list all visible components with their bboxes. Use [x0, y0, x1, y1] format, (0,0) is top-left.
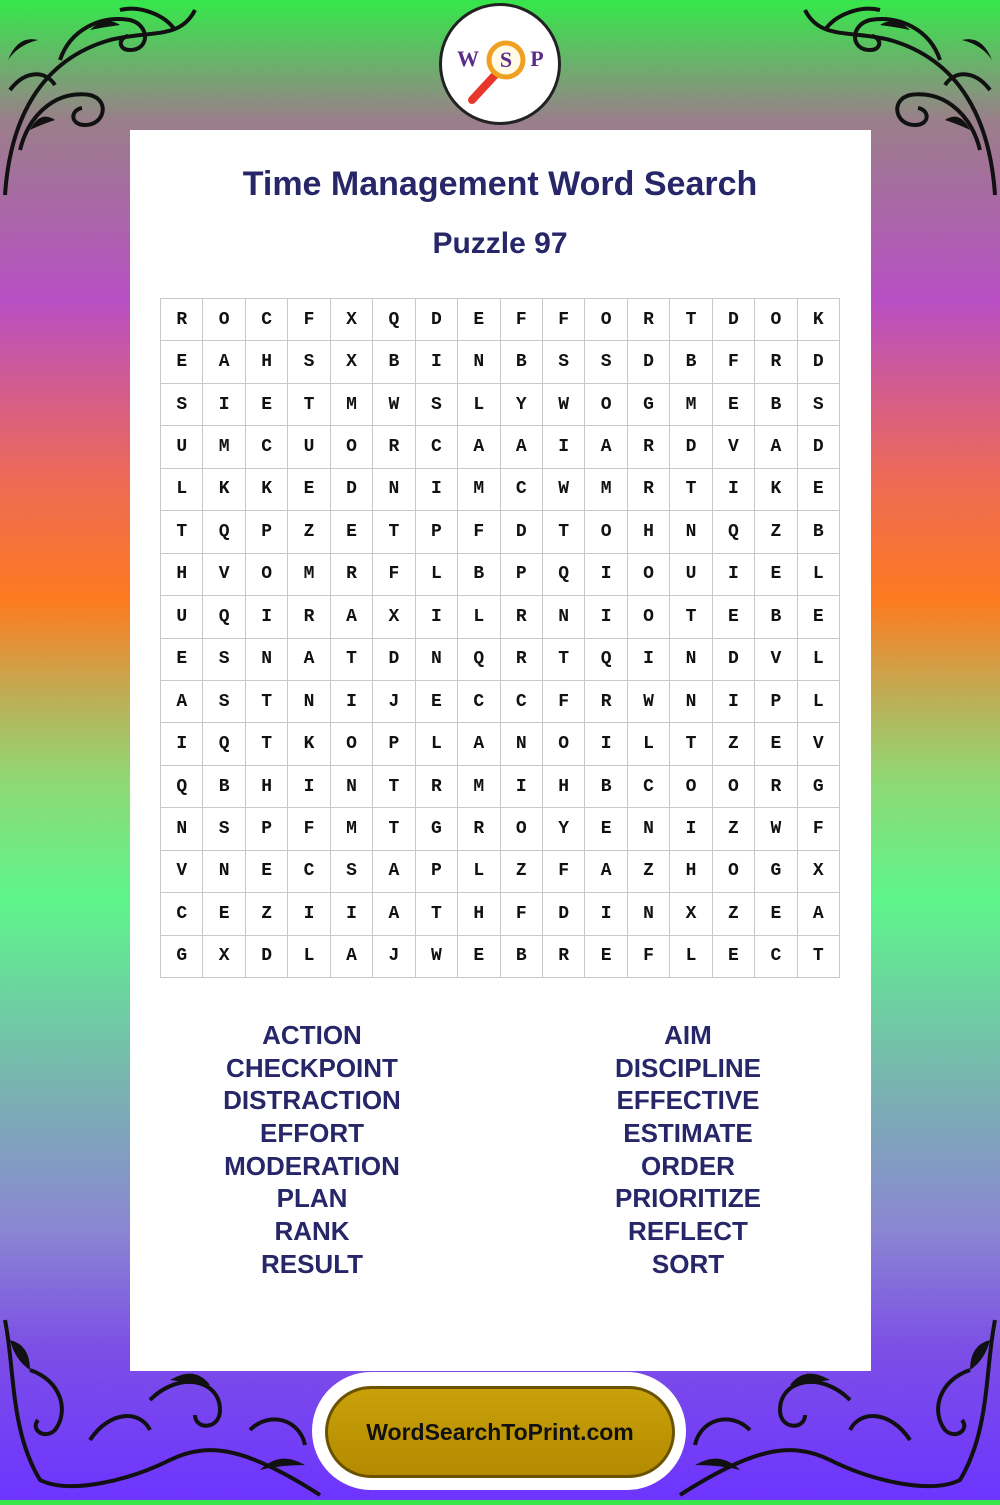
grid-cell[interactable]: I — [331, 893, 373, 935]
grid-cell[interactable]: H — [628, 511, 670, 553]
grid-cell[interactable]: O — [628, 554, 670, 596]
grid-cell[interactable]: Z — [501, 851, 543, 893]
grid-cell[interactable]: B — [798, 511, 840, 553]
grid-cell[interactable]: B — [501, 341, 543, 383]
grid-cell[interactable]: T — [670, 723, 712, 765]
grid-cell[interactable]: B — [755, 384, 797, 426]
grid-cell[interactable]: A — [585, 851, 627, 893]
grid-cell[interactable]: T — [373, 808, 415, 850]
grid-cell[interactable]: A — [458, 426, 500, 468]
grid-cell[interactable]: N — [670, 681, 712, 723]
grid-cell[interactable]: R — [501, 639, 543, 681]
grid-cell[interactable]: F — [713, 341, 755, 383]
grid-cell[interactable]: Q — [203, 596, 245, 638]
grid-cell[interactable]: H — [543, 766, 585, 808]
grid-cell[interactable]: E — [713, 384, 755, 426]
grid-cell[interactable]: T — [161, 511, 203, 553]
grid-cell[interactable]: N — [416, 639, 458, 681]
grid-cell[interactable]: C — [501, 681, 543, 723]
grid-cell[interactable]: J — [373, 936, 415, 978]
grid-cell[interactable]: V — [798, 723, 840, 765]
grid-cell[interactable]: M — [458, 469, 500, 511]
word-list-item: PLAN — [276, 1183, 348, 1214]
grid-cell[interactable]: C — [246, 426, 288, 468]
grid-cell[interactable]: A — [373, 893, 415, 935]
grid-cell[interactable]: P — [755, 681, 797, 723]
grid-cell[interactable]: S — [161, 384, 203, 426]
grid-cell[interactable]: D — [798, 426, 840, 468]
grid-cell[interactable]: F — [458, 511, 500, 553]
grid-cell[interactable]: E — [713, 936, 755, 978]
grid-cell[interactable]: C — [288, 851, 330, 893]
grid-cell[interactable]: D — [798, 341, 840, 383]
grid-cell[interactable]: O — [585, 299, 627, 341]
grid-cell[interactable]: P — [416, 851, 458, 893]
word-list-item: PRIORITIZE — [615, 1183, 761, 1214]
grid-cell[interactable]: F — [543, 681, 585, 723]
grid-cell[interactable]: I — [543, 426, 585, 468]
grid-cell[interactable]: H — [161, 554, 203, 596]
grid-cell[interactable]: G — [628, 384, 670, 426]
grid-cell[interactable]: Q — [203, 511, 245, 553]
grid-cell[interactable]: W — [628, 681, 670, 723]
word-list-item: ESTIMATE — [623, 1118, 753, 1149]
grid-cell[interactable]: O — [713, 766, 755, 808]
grid-cell[interactable]: U — [161, 426, 203, 468]
grid-cell[interactable]: L — [458, 596, 500, 638]
grid-cell[interactable]: I — [501, 766, 543, 808]
grid-cell[interactable]: O — [628, 596, 670, 638]
grid-cell[interactable]: T — [543, 511, 585, 553]
word-list-item: SORT — [651, 1248, 725, 1279]
grid-cell[interactable]: E — [246, 851, 288, 893]
grid-cell[interactable]: Z — [755, 511, 797, 553]
grid-cell[interactable]: A — [331, 936, 373, 978]
website-link-button[interactable]: WordSearchToPrint.com — [325, 1386, 675, 1478]
word-list-item: AIM — [664, 1020, 712, 1050]
grid-cell[interactable]: E — [755, 554, 797, 596]
grid-cell[interactable]: T — [543, 639, 585, 681]
grid-cell[interactable]: U — [288, 426, 330, 468]
grid-cell[interactable]: C — [161, 893, 203, 935]
grid-cell[interactable]: N — [458, 341, 500, 383]
grid-cell[interactable]: G — [416, 808, 458, 850]
grid-cell[interactable]: D — [543, 893, 585, 935]
grid-cell[interactable]: A — [373, 851, 415, 893]
grid-cell[interactable]: O — [585, 384, 627, 426]
grid-cell[interactable]: M — [585, 469, 627, 511]
grid-cell[interactable]: D — [416, 299, 458, 341]
word-list-item: DISTRACTION — [223, 1085, 401, 1116]
grid-cell[interactable]: S — [203, 808, 245, 850]
grid-cell[interactable]: L — [670, 936, 712, 978]
word-list-item: ORDER — [641, 1150, 735, 1181]
grid-cell[interactable]: Z — [713, 808, 755, 850]
grid-cell[interactable]: R — [501, 596, 543, 638]
grid-cell[interactable]: B — [501, 936, 543, 978]
grid-cell[interactable]: L — [458, 851, 500, 893]
grid-cell[interactable]: L — [798, 554, 840, 596]
grid-cell[interactable]: B — [373, 341, 415, 383]
grid-cell[interactable]: C — [458, 681, 500, 723]
grid-cell[interactable]: E — [585, 808, 627, 850]
grid-cell[interactable]: V — [713, 426, 755, 468]
grid-cell[interactable]: P — [501, 554, 543, 596]
grid-cell[interactable]: I — [585, 723, 627, 765]
grid-cell[interactable]: N — [288, 681, 330, 723]
grid-cell[interactable]: W — [373, 384, 415, 426]
grid-cell[interactable]: G — [798, 766, 840, 808]
grid-cell[interactable]: I — [288, 893, 330, 935]
grid-cell[interactable]: E — [161, 341, 203, 383]
word-list-right — [538, 1019, 838, 1281]
grid-cell[interactable]: O — [331, 723, 373, 765]
word-list-item: REFLECT — [628, 1216, 748, 1247]
grid-cell[interactable]: A — [585, 426, 627, 468]
grid-cell[interactable]: A — [458, 723, 500, 765]
grid-cell[interactable]: I — [713, 469, 755, 511]
grid-cell[interactable]: K — [798, 299, 840, 341]
grid-cell[interactable]: L — [416, 723, 458, 765]
grid-cell[interactable]: O — [203, 299, 245, 341]
grid-cell[interactable]: M — [670, 384, 712, 426]
grid-cell[interactable]: F — [543, 851, 585, 893]
grid-cell[interactable]: N — [628, 808, 670, 850]
grid-cell[interactable]: B — [585, 766, 627, 808]
grid-cell[interactable]: F — [501, 299, 543, 341]
grid-cell[interactable]: H — [458, 893, 500, 935]
grid-cell[interactable]: D — [373, 639, 415, 681]
grid-cell[interactable]: M — [331, 808, 373, 850]
grid-cell[interactable]: I — [416, 596, 458, 638]
grid-cell[interactable]: N — [628, 893, 670, 935]
grid-cell[interactable]: T — [373, 766, 415, 808]
grid-cell[interactable]: Q — [458, 639, 500, 681]
grid-cell[interactable]: Q — [713, 511, 755, 553]
grid-cell[interactable]: F — [628, 936, 670, 978]
grid-cell[interactable]: Q — [161, 766, 203, 808]
grid-cell[interactable]: N — [203, 851, 245, 893]
grid-cell[interactable]: R — [458, 808, 500, 850]
grid-cell[interactable]: M — [288, 554, 330, 596]
word-list-item: EFFECTIVE — [616, 1085, 760, 1116]
grid-cell[interactable]: A — [501, 426, 543, 468]
page-title: Time Management Word Search — [242, 165, 758, 203]
grid-cell[interactable]: E — [713, 596, 755, 638]
grid-cell[interactable]: D — [501, 511, 543, 553]
grid-cell[interactable]: L — [628, 723, 670, 765]
logo-letter-s: S — [499, 47, 513, 72]
grid-cell[interactable]: U — [161, 596, 203, 638]
grid-cell[interactable]: X — [203, 936, 245, 978]
word-list-item: CHECKPOINT — [226, 1052, 398, 1083]
grid-cell[interactable]: Q — [585, 639, 627, 681]
grid-cell[interactable]: X — [373, 596, 415, 638]
grid-cell[interactable]: P — [246, 511, 288, 553]
logo-letter-w: W — [457, 46, 479, 71]
grid-cell[interactable]: C — [628, 766, 670, 808]
grid-cell[interactable]: I — [585, 893, 627, 935]
grid-cell[interactable]: I — [203, 384, 245, 426]
grid-cell[interactable]: S — [331, 851, 373, 893]
grid-cell[interactable]: G — [161, 936, 203, 978]
grid-cell[interactable]: L — [798, 639, 840, 681]
grid-cell[interactable]: V — [203, 554, 245, 596]
grid-cell[interactable]: D — [246, 936, 288, 978]
grid-cell[interactable]: D — [628, 341, 670, 383]
grid-cell[interactable]: S — [798, 384, 840, 426]
grid-cell[interactable]: U — [670, 554, 712, 596]
magnifier-logo-icon — [450, 14, 550, 114]
grid-cell[interactable]: P — [373, 723, 415, 765]
grid-cell[interactable]: D — [713, 639, 755, 681]
grid-cell[interactable]: Z — [288, 511, 330, 553]
grid-cell[interactable]: B — [203, 766, 245, 808]
grid-cell[interactable]: Y — [543, 808, 585, 850]
grid-cell[interactable]: Z — [713, 893, 755, 935]
grid-cell[interactable]: T — [670, 596, 712, 638]
word-list-item: ACTION — [262, 1020, 362, 1050]
grid-cell[interactable]: E — [458, 299, 500, 341]
grid-cell[interactable]: W — [416, 936, 458, 978]
grid-cell[interactable]: N — [246, 639, 288, 681]
word-list-item: RANK — [274, 1216, 350, 1247]
grid-cell[interactable]: X — [331, 299, 373, 341]
grid-cell[interactable]: D — [713, 299, 755, 341]
grid-cell[interactable]: I — [416, 469, 458, 511]
grid-cell[interactable]: Q — [203, 723, 245, 765]
grid-cell[interactable]: R — [585, 681, 627, 723]
grid-cell[interactable]: E — [798, 469, 840, 511]
grid-cell[interactable]: T — [798, 936, 840, 978]
grid-cell[interactable]: I — [585, 596, 627, 638]
word-list-item: MODERATION — [224, 1150, 400, 1181]
grid-cell[interactable]: S — [416, 384, 458, 426]
grid-cell[interactable]: X — [670, 893, 712, 935]
grid-cell[interactable]: N — [161, 808, 203, 850]
grid-cell[interactable]: X — [798, 851, 840, 893]
grid-cell[interactable]: L — [416, 554, 458, 596]
grid-cell[interactable]: O — [246, 554, 288, 596]
grid-cell[interactable]: F — [543, 299, 585, 341]
grid-cell[interactable]: K — [288, 723, 330, 765]
grid-cell[interactable]: S — [203, 639, 245, 681]
grid-cell[interactable]: T — [373, 511, 415, 553]
grid-cell[interactable]: R — [755, 766, 797, 808]
grid-cell[interactable]: I — [713, 681, 755, 723]
grid-cell[interactable]: B — [755, 596, 797, 638]
grid-cell[interactable]: R — [331, 554, 373, 596]
grid-cell[interactable]: K — [755, 469, 797, 511]
grid-cell[interactable]: F — [373, 554, 415, 596]
grid-cell[interactable]: J — [373, 681, 415, 723]
grid-cell[interactable]: B — [458, 554, 500, 596]
grid-cell[interactable]: N — [543, 596, 585, 638]
grid-cell[interactable]: M — [331, 384, 373, 426]
grid-cell[interactable]: R — [373, 426, 415, 468]
grid-cell[interactable]: I — [585, 554, 627, 596]
grid-cell[interactable]: Q — [543, 554, 585, 596]
grid-cell[interactable]: Z — [246, 893, 288, 935]
grid-cell[interactable]: C — [416, 426, 458, 468]
grid-cell[interactable]: E — [246, 384, 288, 426]
grid-cell[interactable]: E — [458, 936, 500, 978]
grid-cell[interactable]: X — [331, 341, 373, 383]
grid-cell[interactable]: E — [288, 469, 330, 511]
grid-cell[interactable]: N — [373, 469, 415, 511]
grid-cell[interactable]: O — [670, 766, 712, 808]
grid-cell[interactable]: O — [713, 851, 755, 893]
grid-cell[interactable]: Z — [713, 723, 755, 765]
grid-cell[interactable]: O — [755, 299, 797, 341]
grid-cell[interactable]: O — [501, 808, 543, 850]
grid-cell[interactable]: C — [501, 469, 543, 511]
grid-cell[interactable]: K — [203, 469, 245, 511]
grid-cell[interactable]: D — [331, 469, 373, 511]
grid-cell[interactable]: N — [331, 766, 373, 808]
grid-cell[interactable]: N — [501, 723, 543, 765]
grid-cell[interactable]: R — [628, 299, 670, 341]
grid-cell[interactable]: F — [288, 299, 330, 341]
logo-letter-p: P — [530, 46, 544, 71]
grid-cell[interactable]: N — [670, 639, 712, 681]
grid-cell[interactable]: P — [246, 808, 288, 850]
word-list-left — [162, 1019, 462, 1281]
grid-cell[interactable]: T — [670, 299, 712, 341]
grid-cell[interactable]: I — [288, 766, 330, 808]
grid-cell[interactable]: E — [416, 681, 458, 723]
grid-cell[interactable]: E — [331, 511, 373, 553]
grid-cell[interactable]: A — [755, 426, 797, 468]
grid-cell[interactable]: C — [246, 299, 288, 341]
grid-cell[interactable]: F — [798, 808, 840, 850]
word-list-item: RESULT — [260, 1248, 364, 1279]
grid-cell[interactable]: P — [416, 511, 458, 553]
grid-cell[interactable]: E — [755, 723, 797, 765]
grid-cell[interactable]: F — [501, 893, 543, 935]
grid-cell[interactable]: Y — [501, 384, 543, 426]
grid-cell[interactable]: E — [585, 936, 627, 978]
grid-cell[interactable]: T — [416, 893, 458, 935]
grid-cell[interactable]: W — [543, 384, 585, 426]
grid-cell[interactable]: R — [288, 596, 330, 638]
grid-cell[interactable]: A — [331, 596, 373, 638]
grid-cell[interactable]: T — [246, 723, 288, 765]
grid-cell[interactable]: W — [543, 469, 585, 511]
grid-cell[interactable]: R — [543, 936, 585, 978]
grid-cell[interactable]: L — [458, 384, 500, 426]
grid-cell[interactable]: I — [670, 808, 712, 850]
grid-cell[interactable]: I — [713, 554, 755, 596]
grid-cell[interactable]: S — [203, 681, 245, 723]
wsp-logo[interactable] — [439, 3, 561, 125]
grid-cell[interactable]: T — [670, 469, 712, 511]
grid-cell[interactable]: A — [203, 341, 245, 383]
grid-cell[interactable]: S — [543, 341, 585, 383]
grid-cell[interactable]: W — [755, 808, 797, 850]
grid-cell[interactable]: I — [246, 596, 288, 638]
grid-cell[interactable]: H — [670, 851, 712, 893]
grid-cell[interactable]: F — [288, 808, 330, 850]
grid-cell[interactable]: T — [288, 384, 330, 426]
grid-cell[interactable]: Z — [628, 851, 670, 893]
grid-cell[interactable]: E — [203, 893, 245, 935]
grid-cell[interactable]: K — [246, 469, 288, 511]
grid-cell[interactable]: M — [458, 766, 500, 808]
word-list-item: DISCIPLINE — [615, 1052, 761, 1083]
grid-cell[interactable]: L — [798, 681, 840, 723]
grid-cell[interactable]: O — [331, 426, 373, 468]
letter-grid — [160, 298, 840, 978]
grid-cell[interactable]: R — [628, 426, 670, 468]
grid-cell[interactable]: E — [161, 639, 203, 681]
grid-cell[interactable]: V — [755, 639, 797, 681]
grid-cell[interactable]: D — [670, 426, 712, 468]
grid-cell[interactable]: E — [755, 893, 797, 935]
grid-cell[interactable]: B — [670, 341, 712, 383]
puzzle-number: Puzzle 97 — [432, 227, 568, 260]
grid-cell[interactable]: A — [798, 893, 840, 935]
grid-cell[interactable]: I — [416, 341, 458, 383]
word-list-item: EFFORT — [260, 1118, 364, 1149]
grid-cell[interactable]: R — [628, 469, 670, 511]
grid-cell[interactable]: V — [161, 851, 203, 893]
grid-cell[interactable]: I — [161, 723, 203, 765]
grid-cell[interactable]: A — [288, 639, 330, 681]
grid-cell[interactable]: I — [331, 681, 373, 723]
grid-cell[interactable]: N — [670, 511, 712, 553]
grid-cell[interactable]: G — [755, 851, 797, 893]
grid-cell[interactable]: S — [288, 341, 330, 383]
grid-cell[interactable]: O — [585, 511, 627, 553]
grid-cell[interactable]: Q — [373, 299, 415, 341]
grid-cell[interactable]: M — [203, 426, 245, 468]
grid-cell[interactable]: H — [246, 341, 288, 383]
grid-cell[interactable]: R — [416, 766, 458, 808]
grid-cell[interactable]: E — [798, 596, 840, 638]
grid-cell[interactable]: L — [161, 469, 203, 511]
grid-cell[interactable]: H — [246, 766, 288, 808]
grid-cell[interactable]: I — [628, 639, 670, 681]
grid-cell[interactable]: S — [585, 341, 627, 383]
grid-cell[interactable]: O — [543, 723, 585, 765]
grid-cell[interactable]: R — [161, 299, 203, 341]
grid-cell[interactable]: T — [331, 639, 373, 681]
grid-cell[interactable]: A — [161, 681, 203, 723]
grid-cell[interactable]: L — [288, 936, 330, 978]
grid-cell[interactable]: T — [246, 681, 288, 723]
grid-cell[interactable]: C — [755, 936, 797, 978]
grid-cell[interactable]: R — [755, 341, 797, 383]
